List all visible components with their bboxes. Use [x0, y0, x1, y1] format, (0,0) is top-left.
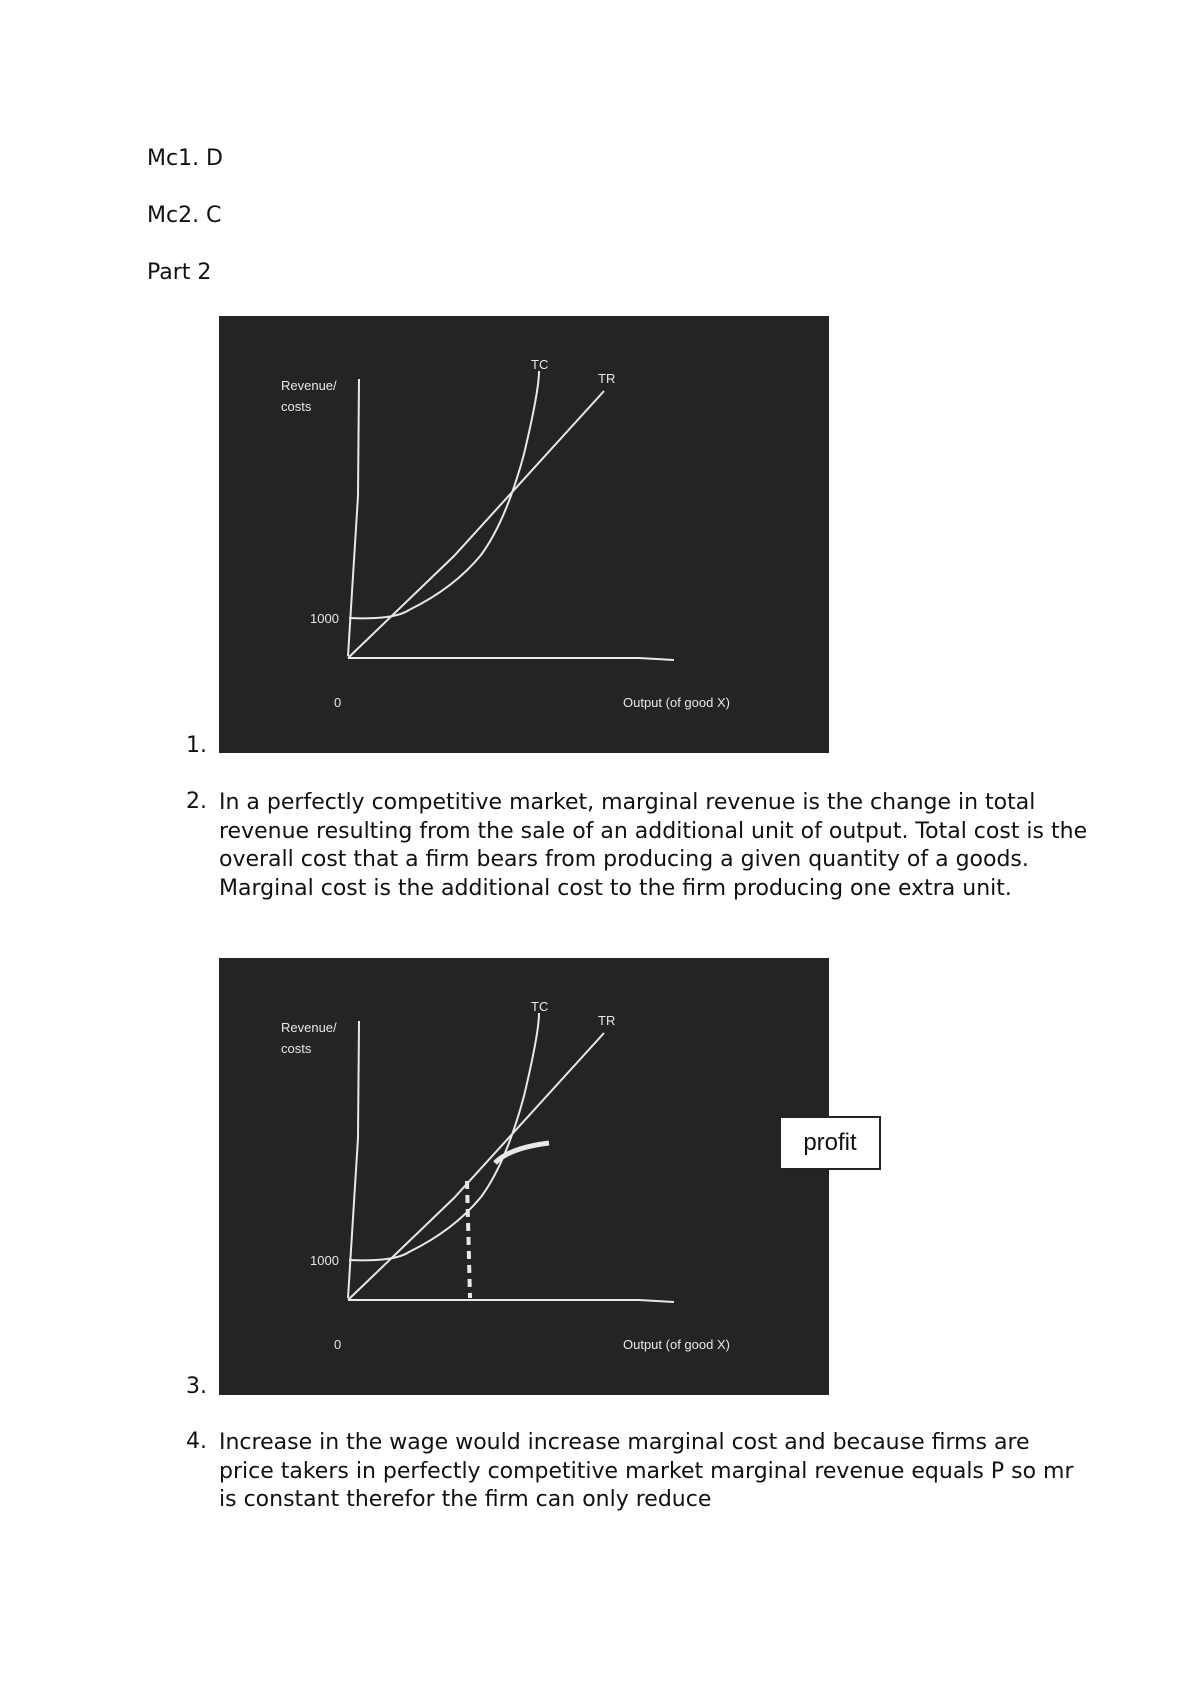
y-axis-label-2: costs [281, 399, 312, 414]
x-axis [348, 658, 674, 660]
tc-curve [349, 371, 539, 618]
item-4-text: Increase in the wage would increase marginal cost and because firms are price takers in perfectly competitive market marginal revenue equals P so mr is constant therefor the firm can only reduce [219, 1430, 1074, 1512]
list-number-4: 4. [186, 1429, 207, 1454]
y-axis-label-1: Revenue/ [281, 1020, 337, 1035]
part2-heading: Part 2 [147, 260, 212, 285]
x-axis-label: Output (of good X) [623, 1337, 730, 1352]
mc2-answer: Mc2. C [147, 203, 222, 228]
y-axis [348, 1021, 359, 1298]
tr-label: TR [598, 1013, 616, 1028]
y-tick-1000: 1000 [310, 611, 339, 626]
x-axis-label: Output (of good X) [623, 695, 730, 710]
profit-arrow [495, 1143, 549, 1163]
profit-label: profit [779, 1116, 881, 1170]
origin-label: 0 [334, 695, 342, 710]
chart-1 [219, 316, 829, 753]
list-number-3: 3. [186, 1374, 207, 1399]
list-number-2: 2. [186, 789, 207, 814]
y-tick-1000: 1000 [310, 1253, 339, 1268]
y-axis [348, 379, 359, 656]
tc-label: TC [531, 999, 549, 1014]
tc-label: TC [531, 357, 549, 372]
y-axis-label-2: costs [281, 1041, 312, 1056]
chart-2 [219, 958, 857, 1395]
y-axis-label-1: Revenue/ [281, 378, 337, 393]
item-2-text: In a perfectly competitive market, marginal revenue is the change in total revenue resulting from the sale of an additional unit of output. Total cost is the overall cost that a firm bears from producing a given quantity of a goods. Marginal cost is the additional cost to the firm producing one extra unit. [219, 790, 1088, 901]
origin-label: 0 [334, 1337, 342, 1352]
chart-2-svg [219, 958, 829, 1395]
list-number-1: 1. [186, 733, 207, 758]
x-axis [348, 1300, 674, 1302]
chart-1-svg [219, 316, 829, 753]
mc1-answer: Mc1. D [147, 146, 224, 171]
tr-label: TR [598, 371, 616, 386]
tc-curve [349, 1013, 539, 1260]
output-dashed-line [467, 1181, 470, 1298]
